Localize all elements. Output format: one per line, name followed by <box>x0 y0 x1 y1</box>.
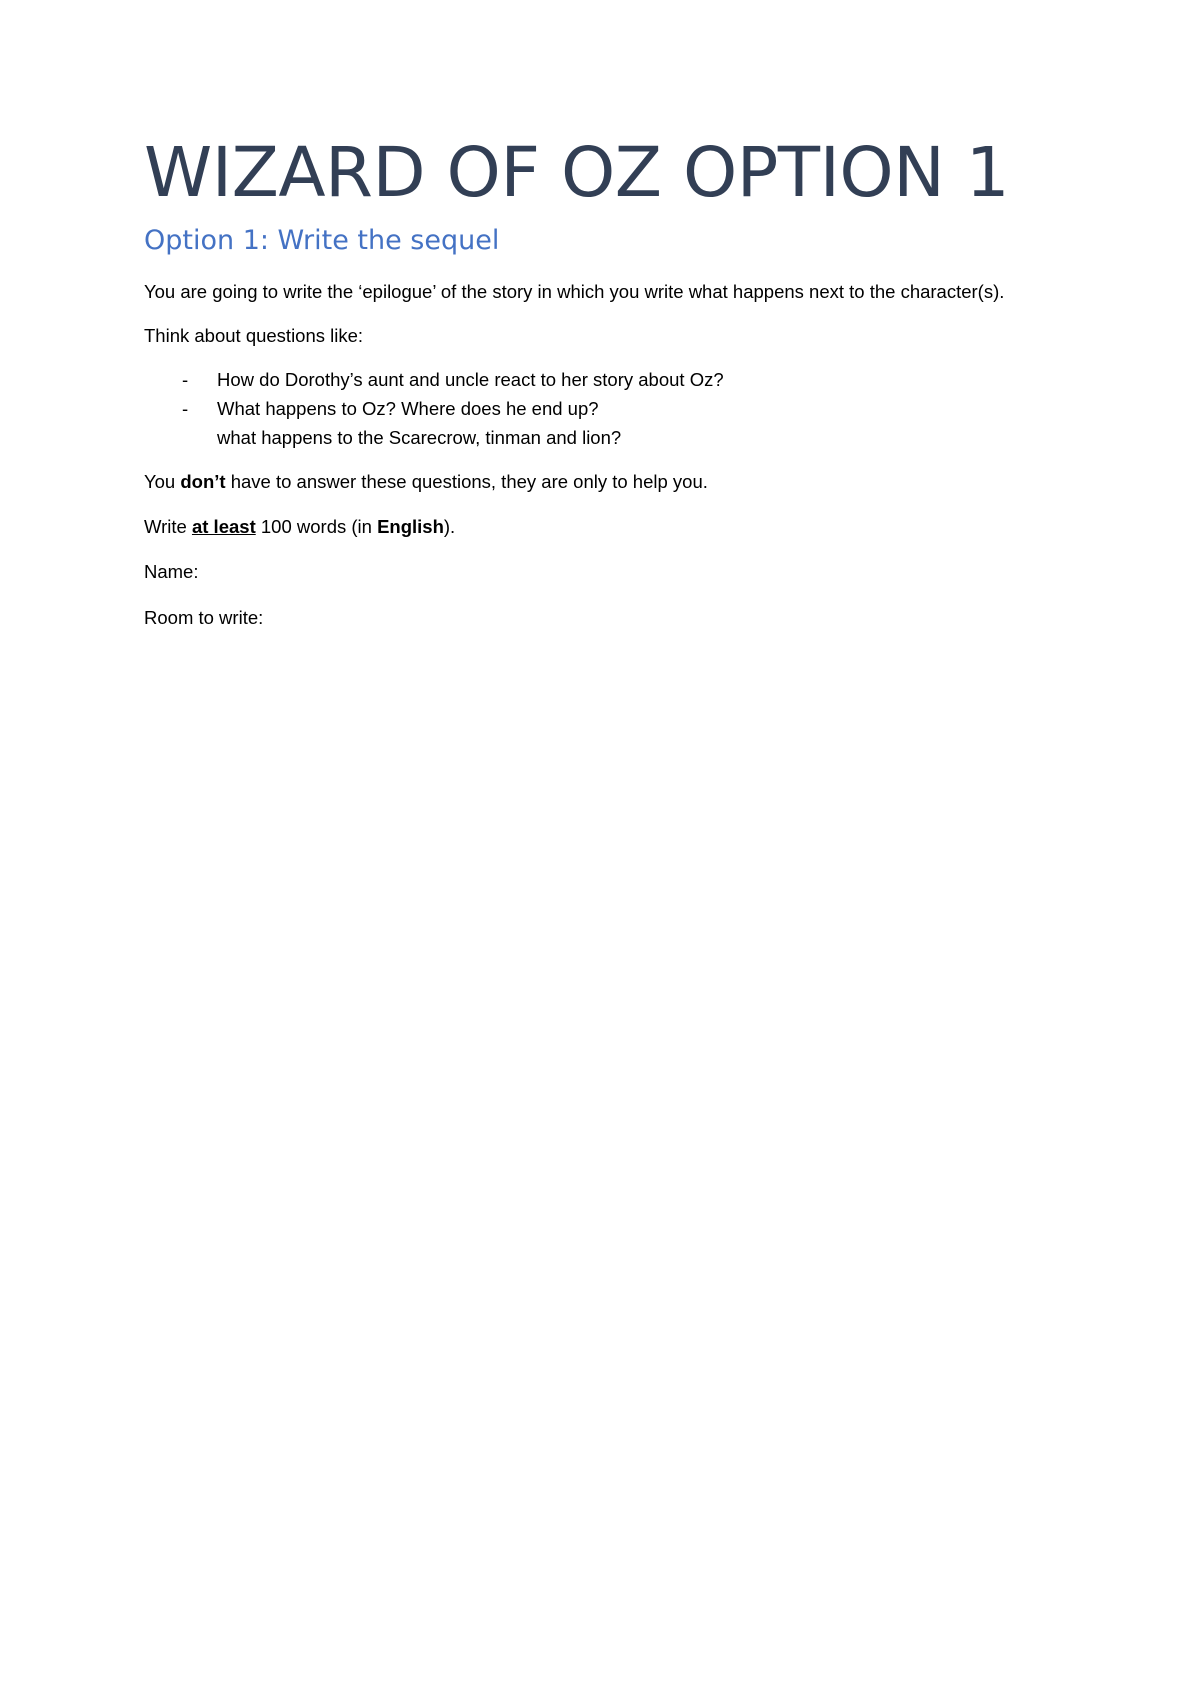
list-bullet: - <box>182 398 189 419</box>
document-body <box>144 135 1054 632</box>
name-label: Name: <box>144 561 199 582</box>
question-text: What happens to Oz? Where does he end up? <box>217 398 599 419</box>
write-pre: Write <box>144 516 192 537</box>
list-item <box>144 365 1054 394</box>
write-emphasis-english: English <box>377 516 444 537</box>
list-bullet: - <box>182 369 189 390</box>
dont-post: have to answer these questions, they are only to help you. <box>225 471 708 492</box>
document-subtitle: Option 1: Write the sequel <box>144 225 500 256</box>
think-prompt: Think about questions like: <box>144 325 364 346</box>
intro-paragraph: You are going to write the ‘epilogue’ of the story in which you write what happens next to the character(s). <box>144 281 1005 302</box>
list-item <box>144 394 1054 423</box>
question-continuation: what happens to the Scarecrow, tinman and lion? <box>217 427 622 448</box>
question-list <box>144 365 1054 452</box>
question-text: How do Dorothy’s aunt and uncle react to her story about Oz? <box>217 369 724 390</box>
write-emphasis-at-least: at least <box>191 516 256 537</box>
dont-paragraph <box>144 467 1054 496</box>
room-to-write-label: Room to write: <box>144 607 264 628</box>
write-post: ). <box>443 516 456 537</box>
dont-emphasis: don’t <box>180 471 226 492</box>
document-title: WIZARD OF OZ OPTION 1 <box>144 133 1010 213</box>
word-count-paragraph <box>144 512 1054 541</box>
write-mid: 100 words (in <box>255 516 378 537</box>
dont-pre: You <box>144 471 181 492</box>
